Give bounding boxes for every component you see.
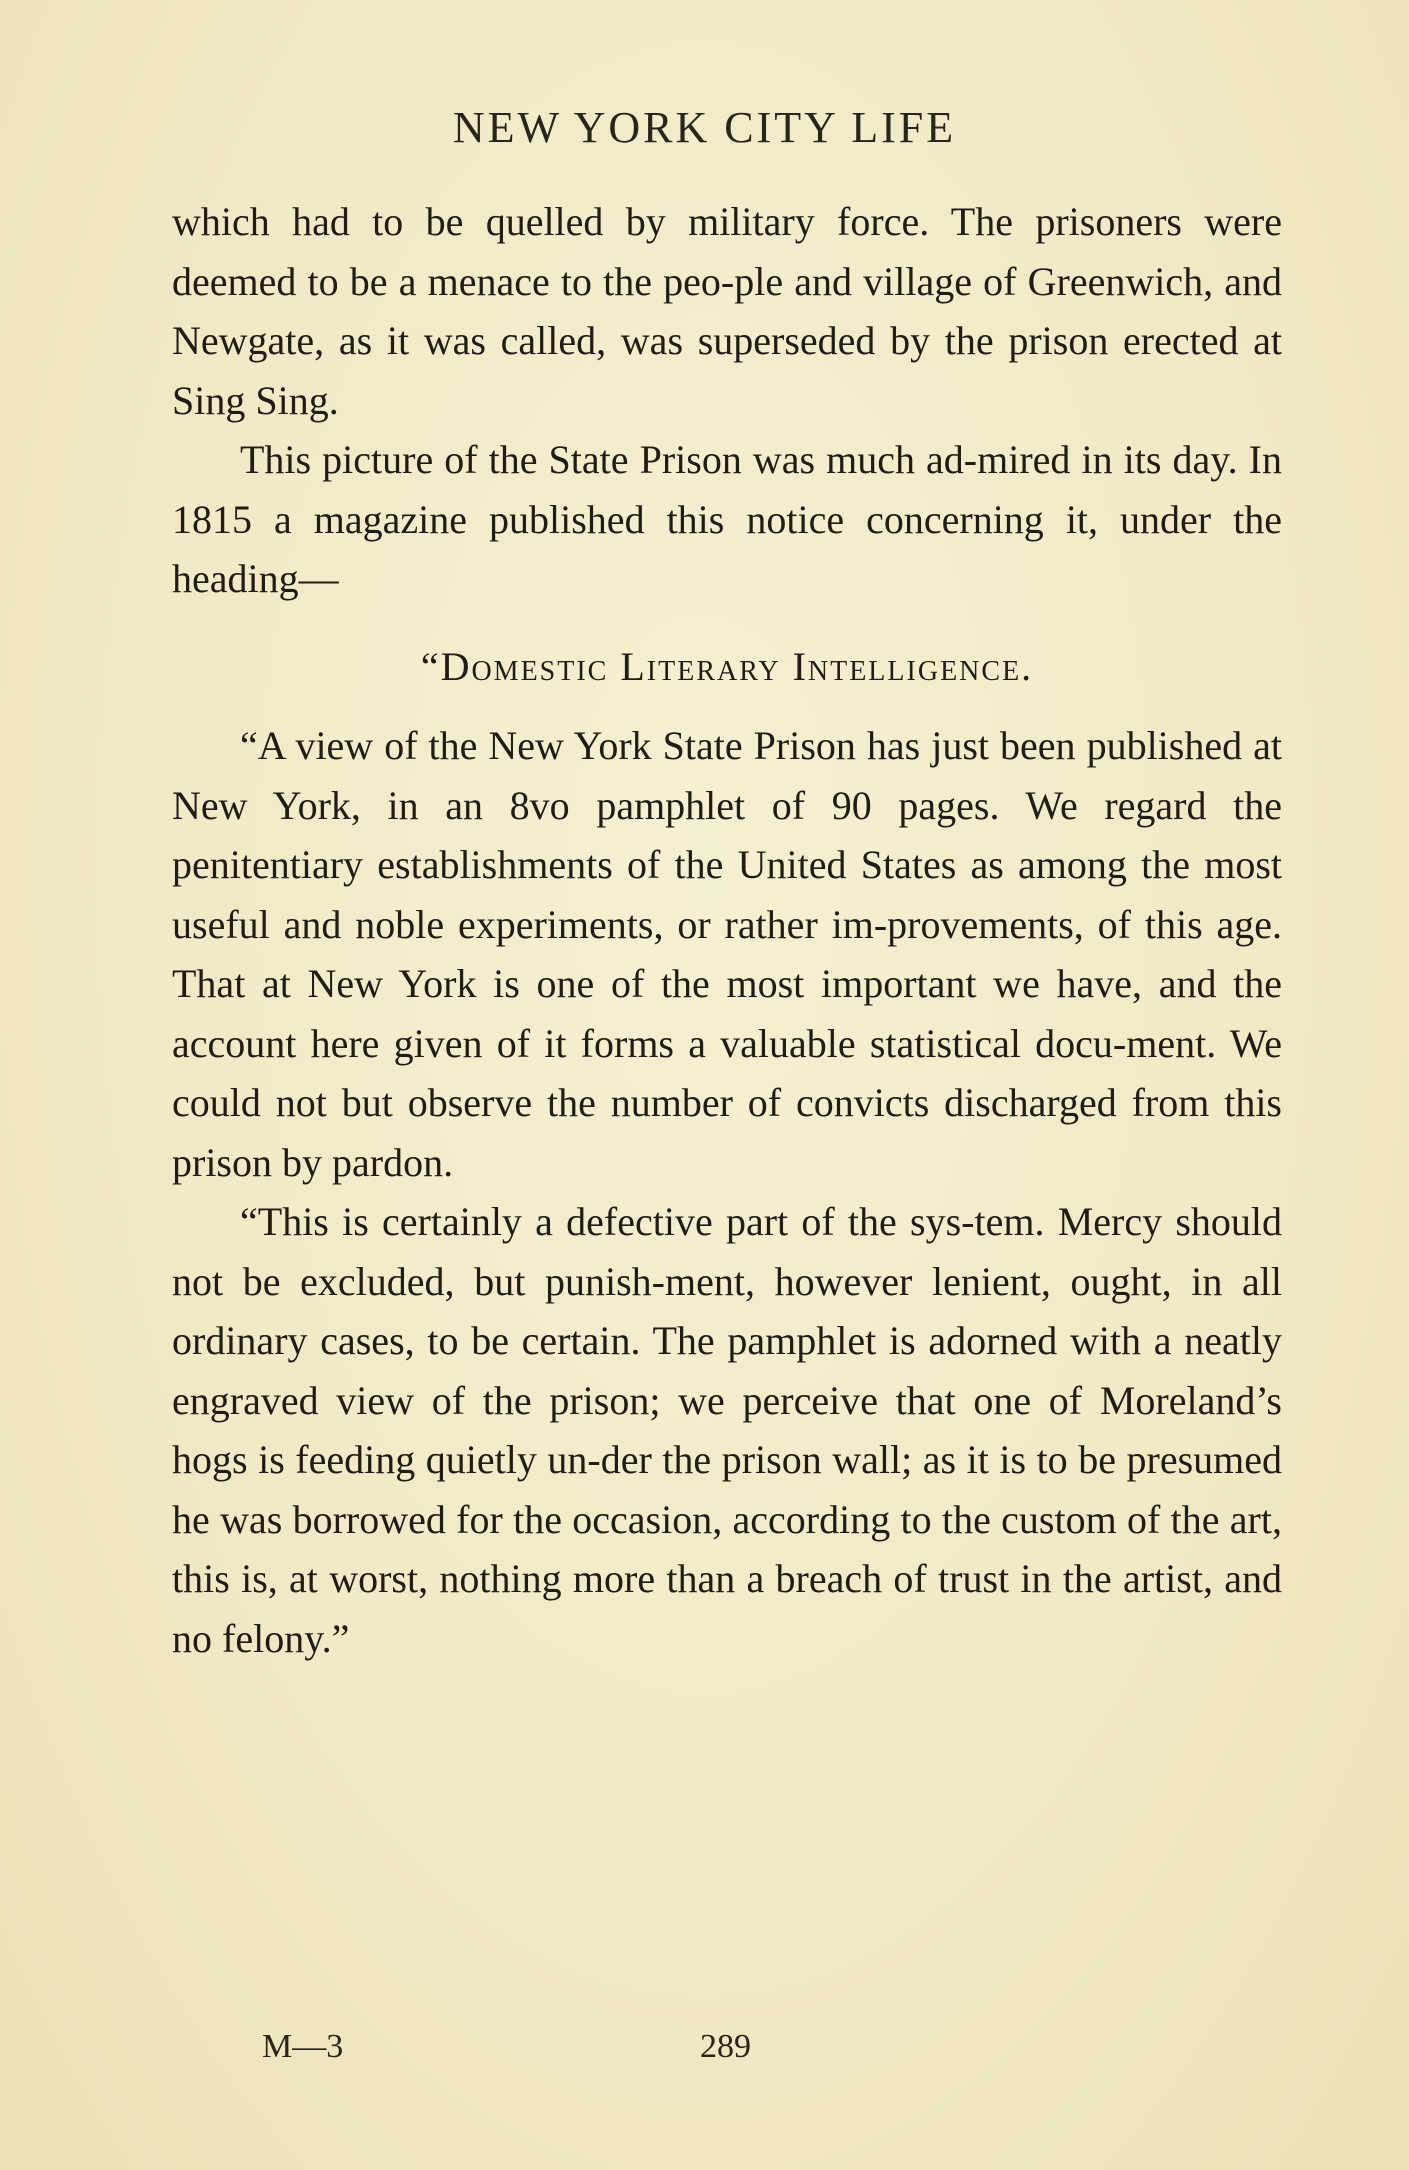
quoted-paragraph: “A view of the New York State Prison has just been published at New York, in an 8vo pamphlet of 90 pages. We regard the penitentiary establishments of the United States as among the most useful and noble experiments, or rather im-provements, of this age. That at New York is one of the most important we have, and the account here given of it forms a valuable statistical docu-ment. We could not but observe the number of convicts discharged from this prison by pardon. [172,723,1282,1185]
running-head: NEW YORK CITY LIFE [452,103,957,152]
page-footer [0,2028,1409,2078]
signature-mark: M—3 [262,2028,344,2065]
section-heading: “Domestic Literary Intelligence. [420,643,1034,689]
paragraph: which had to be quelled by military force. The prisoners were deemed to be a menace to the peo-ple and village of Greenwich, and Newgate, as it was called, was superseded by the prison erected at Sing Sing. [172,199,1282,423]
page-number: 289 [700,2028,751,2065]
body-text [172,192,1282,1668]
quoted-paragraph: “This is certainly a defective part of the sys-tem. Mercy should not be excluded, but punish-ment, however lenient, ought, in all ordinary cases, to be certain. The pamphlet is adorned with a neatly engraved view of the prison; we perceive that one of Moreland’s hogs is feeding quietly un-der the prison wall; as it is to be presumed he was borrowed for the occasion, according to the custom of the art, this is, at worst, nothing more than a breach of trust in the artist, and no felony.” [172,1199,1282,1661]
paragraph: This picture of the State Prison was much ad-mired in its day. In 1815 a magazine published this notice concerning it, under the heading— [172,437,1282,601]
